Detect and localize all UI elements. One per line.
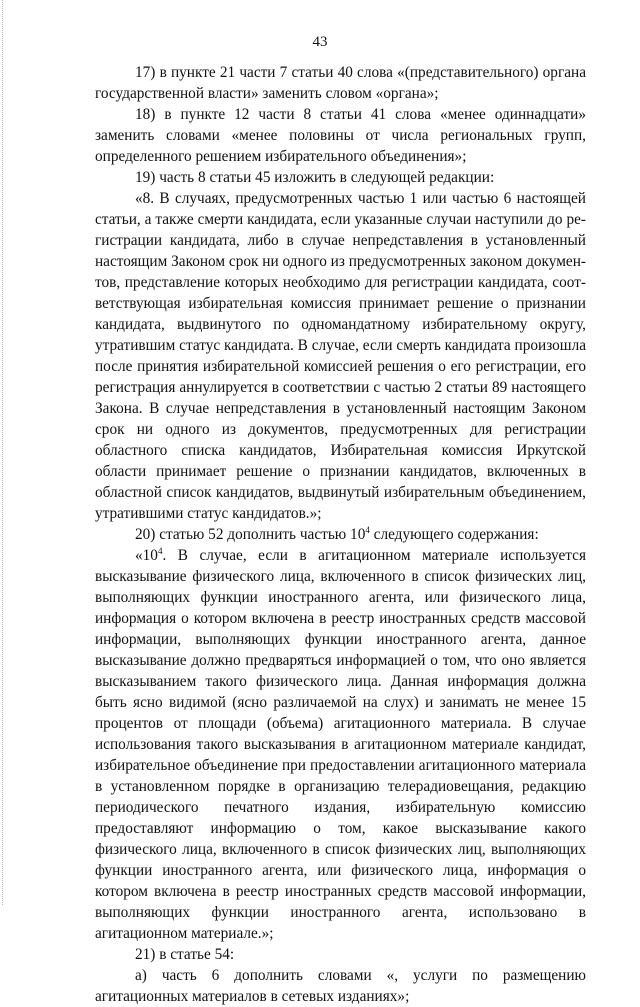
item-21-statya-54: 21) в статье 54: [135, 946, 235, 963]
document-body [95, 62, 586, 1007]
item-19-quoted-text: «8. В случаях, предусмотренных частью 1 или частью 6 настоящей статьи, а также смерти кандидата, если указанные случаи наступили до регистрации кандидата, либо в случае непредставления в установленный настоящим Законом срок ни одного из предусмотренных законом документов, представление которых необходимо для регистрации кандидата, соответствующая избирательная комиссия принимает решение о признании кандидата, выдвинутого по одномандатному избирательному округу, утратившим статус кандидата. В случае, если смерть кандидата произошла после принятия избирательной комиссией решения о его регистрации, его регистрация аннулируется в соответствии с частью 2 статьи 89 настоящего Закона. В случае непредставления в установленный настоящим Законом срок ни одного из документов, предусмотренных для регистрации областного списка кандидатов, Избирательная комиссия Иркутской области принимает решение о признании кандидатов, включенных в областной список кандидатов, выдвинутый избирательным объединением, утратившими статус кандидатов.»; [95, 190, 586, 522]
item-19-chast-8: 19) часть 8 статьи 45 изложить в следующей редакции: [135, 169, 495, 186]
page-number: 43 [312, 34, 328, 50]
scan-edge-dots [2, 0, 4, 905]
item-20-superscript: 4 [365, 525, 370, 535]
item-20-quoted-text [95, 545, 586, 944]
item-20-quote-after: . В случае, если в агитационном материале используется высказывание физического лица, включенного в список физических лиц, выполняющих функции иностранного агента, или физического лица, информация о котором включена в реестр иностранных средств массовой информации, выполняющих функции иностранного агента, данное высказывание должно предваряться информацией о том, что оно является высказыванием такого физического лица. Данная информация должна быть ясно видимой (ясно различаемой на слух) и занимать не менее 15 процентов от площади (объема) агитационного материала. В случае использования такого высказывания в агитационном материале кандидат, избирательное объединение при предоставлении агитационного материала в установленном порядке в организацию телерадиовещания, редакцию периодического печатного издания, избирательную комиссию предоставляют информацию о том, какое высказывание какого физического лица, включенного в список физических лиц, выполняющих функции иностранного агента, или физического лица, информация о котором включена в реестр иностранных средств массовой информации, выполняющих функции иностранного агента, использовано в агитационном материале.»; [95, 547, 586, 942]
item-20-statya-52 [95, 524, 586, 545]
item-20-quote-superscript: 4 [157, 546, 163, 556]
item-18-pkt-12: 18) в пункте 12 части 8 статьи 41 слова «менее одиннадцати» заменить словами «менее половины от числа региональных групп, определенного решением избирательного объединения»; [95, 106, 586, 165]
item-21a-chast-6: а) часть 6 дополнить словами «, услуги по размещению агитационных материалов в сетевых изданиях»; [95, 967, 586, 1005]
item-17-pkt-21: 17) в пункте 21 части 7 статьи 40 слова «(представительного) органа государственной власти» заменить словом «органа»; [95, 64, 586, 102]
item-20-text-before: 20) статью 52 дополнить частью 10 [135, 526, 366, 543]
item-20-text-after: следующего содержания: [369, 526, 539, 543]
item-20-quote-before: «10 [135, 547, 158, 564]
